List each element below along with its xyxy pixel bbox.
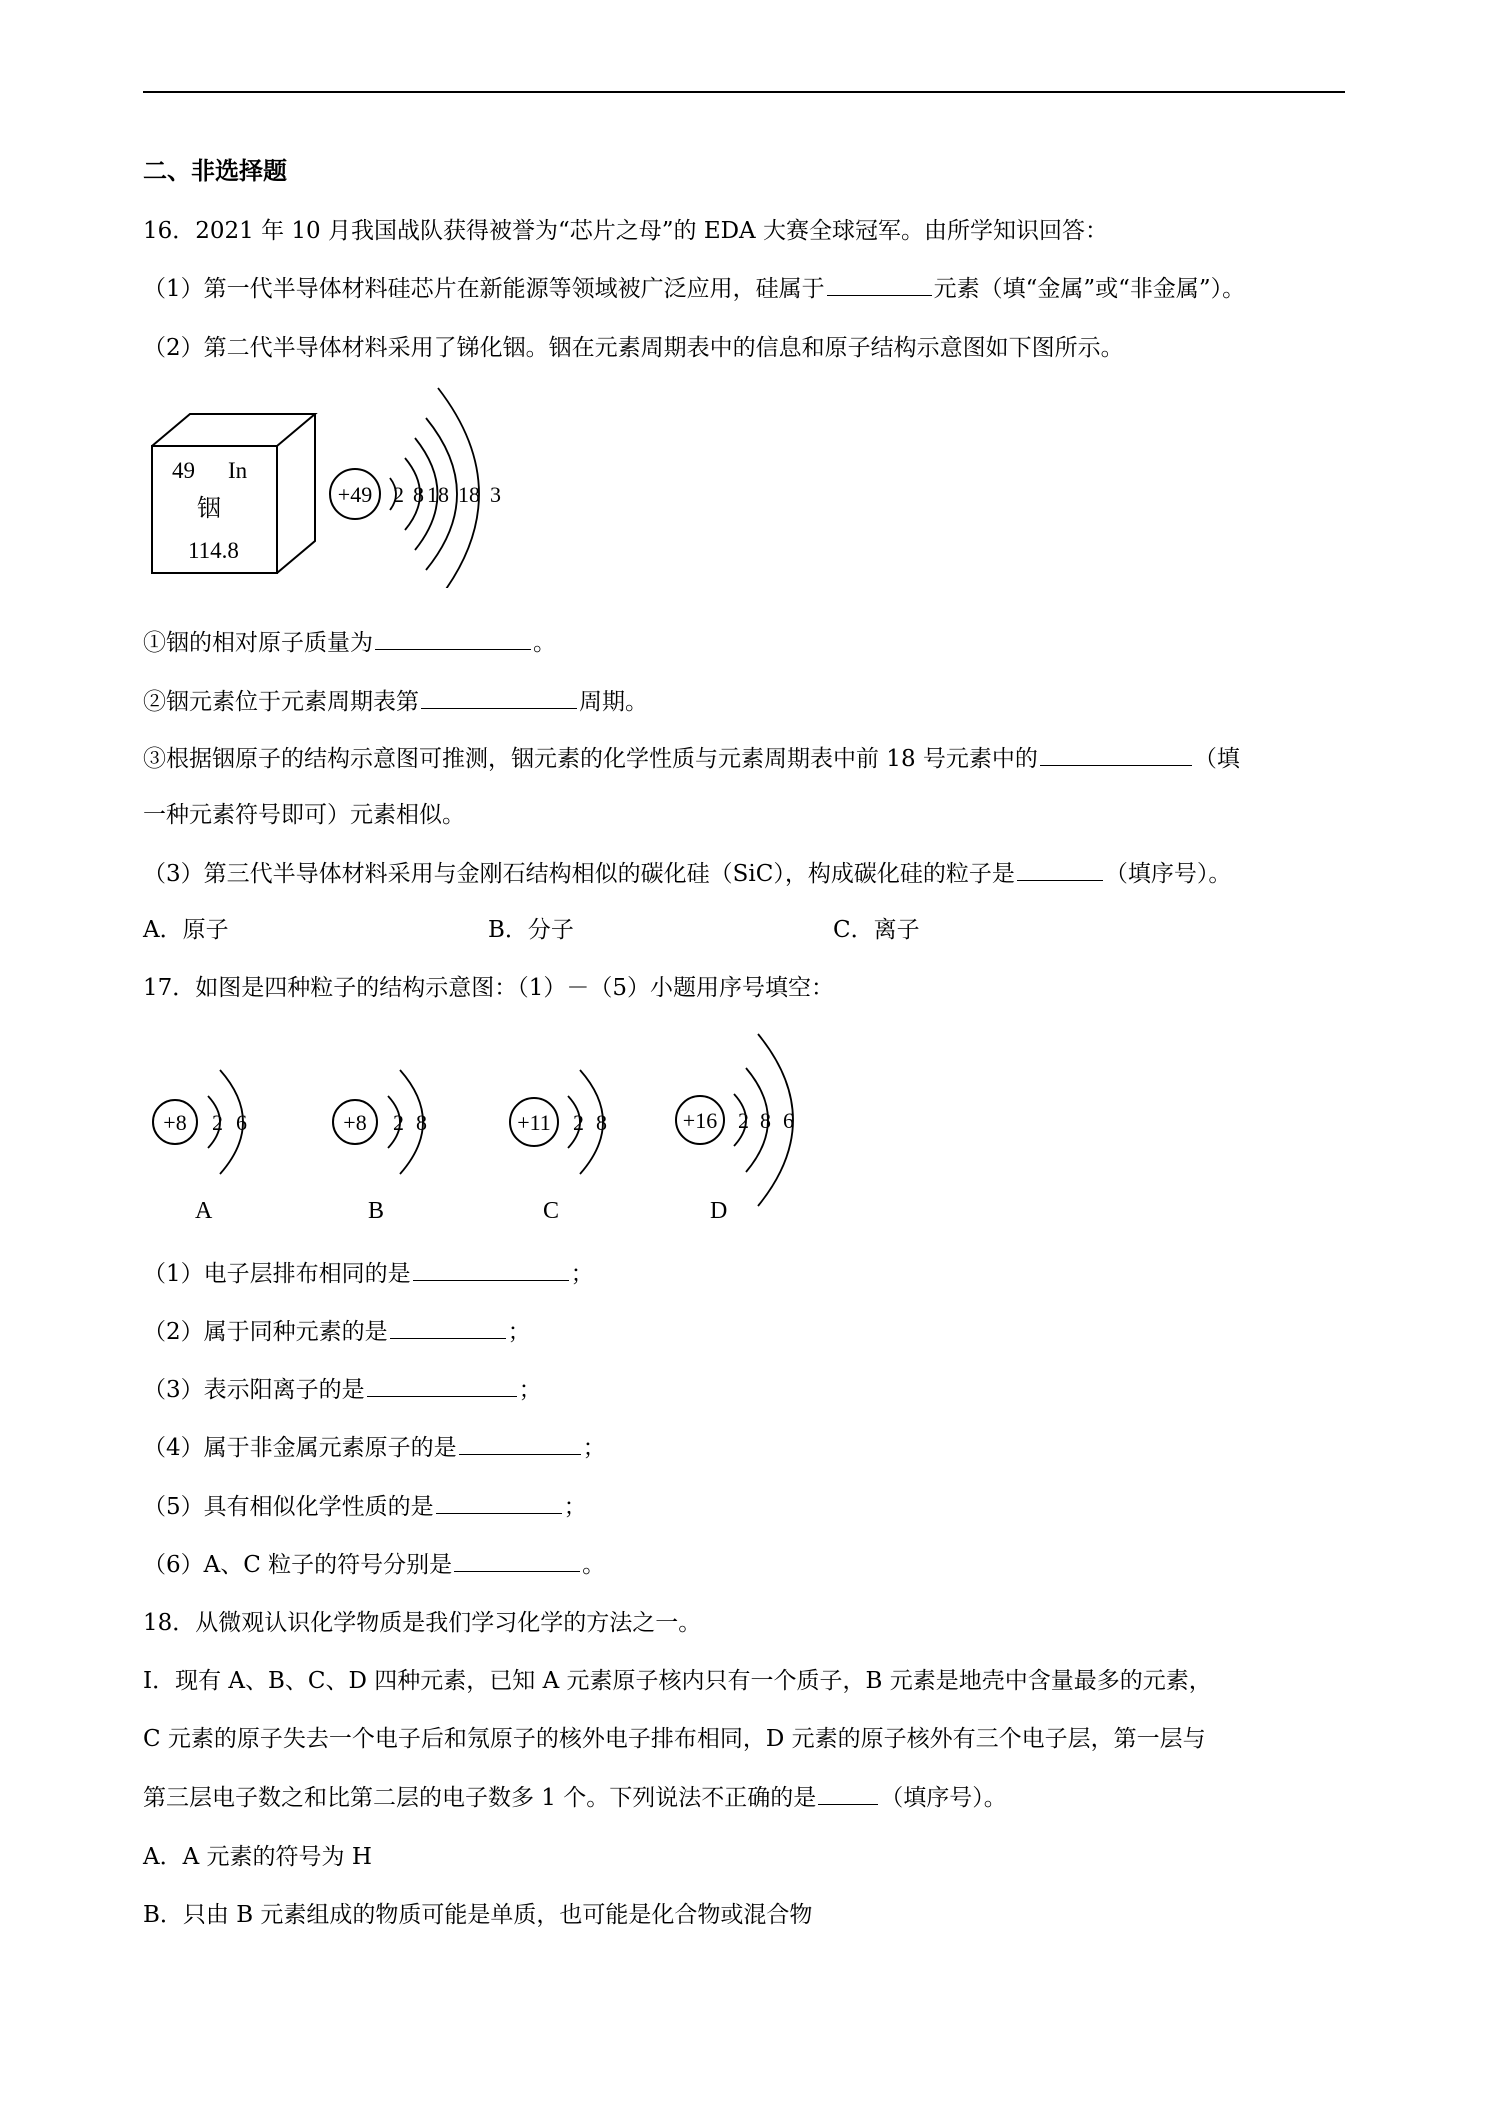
header-rule (143, 91, 1345, 93)
particle-nucleus: +16 (682, 1108, 718, 1133)
particle-nucleus: +11 (517, 1110, 551, 1135)
q16-part2: （2）第二代半导体材料采用了锑化铟。铟在元素周期表中的信息和原子结构示意图如下图所示。 (143, 335, 1124, 361)
q17-stem: 17．如图是四种粒子的结构示意图：（1）－（5）小题用序号填空： (143, 975, 835, 1001)
q18-option-a[interactable]: A．A 元素的符号为 H (143, 1844, 372, 1870)
answer-blank[interactable] (1017, 858, 1103, 881)
shell-electrons: 2 (393, 482, 404, 507)
shell-electrons: 8 (760, 1108, 771, 1133)
q16-stem: 16．2021 年 10 月我国战队获得被誉为“芯片之母”的 EDA 大赛全球冠军。由所学知识回答： (143, 218, 1108, 244)
shell-electrons: 8 (413, 482, 424, 507)
q16-part1: （1）第一代半导体材料硅芯片在新能源等领域被广泛应用，硅属于 元素（填“金属”或“非金属”）。 (143, 273, 1245, 304)
q17-item: （2）属于同种元素的是 ； (143, 1316, 531, 1347)
indium-figure (150, 378, 520, 588)
shell-electrons: 6 (236, 1110, 247, 1135)
answer-blank[interactable] (375, 627, 531, 650)
particle-c (510, 1070, 607, 1224)
q18-line1: I．现有 A、B、C、D 四种元素，已知 A 元素原子核内只有一个质子，B 元素是地壳中含量最多的元素， (143, 1668, 1212, 1694)
q18-option-b[interactable]: B．只由 B 元素组成的物质可能是单质，也可能是化合物或混合物 (143, 1902, 813, 1928)
q16-sub3-cont: 一种元素符号即可）元素相似。 (143, 802, 465, 828)
element-name: 铟 (197, 496, 221, 522)
q16-options (143, 915, 920, 945)
element-number: 49 (172, 458, 195, 483)
option-a[interactable]: A．原子 (143, 917, 229, 943)
shell-electrons: 18 (427, 482, 449, 507)
q18-line3: 第三层电子数之和比第二层的电子数多 1 个。下列说法不正确的是 （填序号）。 (143, 1782, 1007, 1813)
q16-sub3: ③根据铟原子的结构示意图可推测，铟元素的化学性质与元素周期表中前 18 号元素中的 （填 (143, 743, 1240, 774)
shell-electrons: 2 (573, 1110, 584, 1135)
q16-sub2: ②铟元素位于元素周期表第 周期。 (143, 686, 648, 717)
q18-line2: C 元素的原子失去一个电子后和氖原子的核外电子排布相同，D 元素的原子核外有三个电子层，第一层与 (143, 1726, 1206, 1752)
option-b[interactable]: B．分子 (488, 917, 574, 943)
shell-electrons: 18 (458, 482, 480, 507)
shell-electrons: 8 (416, 1110, 427, 1135)
particle-nucleus: +8 (163, 1110, 187, 1135)
section-title: 二、非选择题 (143, 157, 287, 185)
element-symbol: In (228, 458, 248, 483)
particle-b (333, 1070, 427, 1224)
answer-blank[interactable] (827, 273, 932, 296)
q17-item: （6）A、C 粒子的符号分别是 。 (143, 1549, 605, 1580)
element-mass: 114.8 (188, 538, 239, 563)
shell-electrons: 8 (596, 1110, 607, 1135)
particles-figure (140, 1030, 840, 1240)
answer-blank[interactable] (454, 1549, 580, 1572)
answer-blank[interactable] (818, 1782, 878, 1805)
q17-item: （3）表示阳离子的是 ； (143, 1374, 542, 1405)
q16-sub1: ①铟的相对原子质量为 。 (143, 627, 556, 658)
particle-label: C (543, 1198, 560, 1224)
answer-blank[interactable] (413, 1258, 569, 1281)
option-c[interactable]: C．离子 (833, 917, 920, 943)
particle-a (153, 1070, 247, 1224)
shell-electrons: 2 (212, 1110, 223, 1135)
shell-electrons: 2 (738, 1108, 749, 1133)
q17-item: （4）属于非金属元素原子的是 ； (143, 1432, 606, 1463)
atom-structure (330, 388, 501, 588)
answer-blank[interactable] (436, 1491, 562, 1514)
particle-nucleus: +8 (343, 1110, 367, 1135)
q16-part3: （3）第三代半导体材料采用与金刚石结构相似的碳化硅（SiC），构成碳化硅的粒子是 （填序号）。 (143, 858, 1231, 889)
q17-item: （5）具有相似化学性质的是 ； (143, 1491, 587, 1522)
answer-blank[interactable] (1040, 743, 1192, 766)
atom-nucleus: +49 (337, 482, 373, 507)
shell-electrons: 2 (393, 1110, 404, 1135)
answer-blank[interactable] (421, 686, 577, 709)
answer-blank[interactable] (459, 1432, 581, 1455)
shell-electrons: 3 (490, 482, 501, 507)
particle-label: A (195, 1198, 213, 1224)
particle-d (676, 1034, 794, 1224)
answer-blank[interactable] (367, 1374, 517, 1397)
q18-stem: 18．从微观认识化学物质是我们学习化学的方法之一。 (143, 1610, 702, 1636)
particle-label: B (368, 1198, 385, 1224)
shell-electrons: 6 (783, 1108, 794, 1133)
answer-blank[interactable] (390, 1316, 506, 1339)
q17-item: （1）电子层排布相同的是 ； (143, 1258, 594, 1289)
particle-label: D (710, 1198, 728, 1224)
